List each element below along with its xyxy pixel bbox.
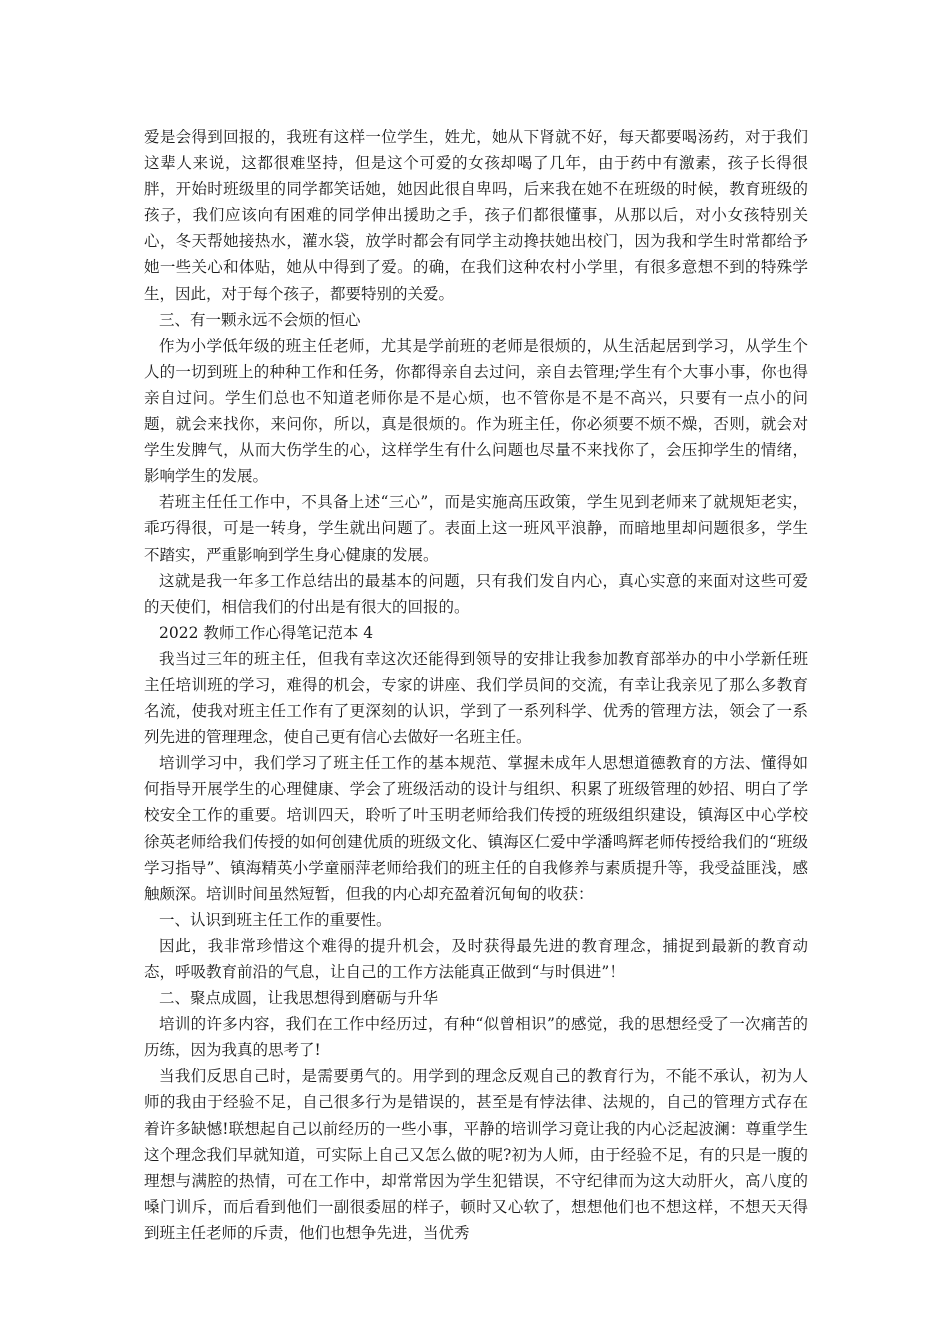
paragraph-6: 培训学习中，我们学习了班主任工作的基本规范、掌握未成年人思想道德教育的方法、懂得如何指导开展学生的心理健康、学会了班级活动的设计与组织、积累了班级管理的妙招、明白了学校安全工作的重要。培训四天，聆听了叶玉明老师给我们传授的班级组织建设，镇海区中心学校徐英老师给我们传授的如何创建优质的班级文化、镇海区仁爱中学潘鸣辉老师传授给我们的“班级学习指导”、镇海精英小学童丽萍老师给我们的班主任的自我修养与素质提升等，我受益匪浅，感触颇深。培训时间虽然短暂，但我的内心却充盈着沉甸甸的收获： [144, 754, 808, 903]
paragraph-3: 若班主任任工作中，不具备上述“三心”，而是实施高压政策，学生见到老师来了就规矩老实，乖巧得很，可是一转身，学生就出问题了。表面上这一班风平浪静，而暗地里却问题很多，学生不踏实，严重影响到学生身心健康的发展。 [144, 493, 808, 564]
section-heading-3: 三、有一颗永远不会烦的恒心 [159, 310, 361, 329]
paragraph-1: 爱是会得到回报的，我班有这样一位学生，姓尤，她从下肾就不好，每天都要喝汤药，对于我们这辈人来说，这都很难坚持，但是这个可爱的女孩却喝了几年，由于药中有激素，孩子长得很胖，开始时班级里的同学都笑话她，她因此很自卑吗，后来我在她不在班级的时候，教育班级的孩子，我们应该向有困难的同学伸出援助之手，孩子们都很懂事，从那以后，对小女孩特别关心，冬天帮她接热水，灌水袋，放学时都会有同学主动搀扶她出校门，因为我和学生时常都给予她一些关心和体贴，她从中得到了爱。的确，在我们这种农村小学里，有很多意想不到的特殊学生，因此，对于每个孩子，都要特别的关爱。 [144, 128, 808, 303]
section-heading-2: 二、聚点成圆，让我思想得到磨砺与升华 [159, 989, 439, 1008]
paragraph-5: 我当过三年的班主任，但我有幸这次还能得到领导的安排让我参加教育部举办的中小学新任班主任培训班的学习，难得的机会，专家的讲座、我们学员间的交流，有幸让我亲见了那么多教育名流，使我对班主任工作有了更深刻的认识，学到了一系列科学、优秀的管理方法，领会了一系列先进的管理理念，使自己更有信心去做好一名班主任。 [144, 649, 808, 747]
section-heading-1: 一、认识到班主任工作的重要性。 [159, 910, 392, 929]
paragraph-4: 这就是我一年多工作总结出的最基本的问题，只有我们发自内心，真心实意的来面对这些可爱的天使们，相信我们的付出是有很大的回报的。 [144, 571, 808, 616]
document-body [144, 124, 808, 1246]
paragraph-7: 因此，我非常珍惜这个难得的提升机会，及时获得最先进的教育理念，捕捉到最新的教育动态，呼吸教育前沿的气息，让自己的工作方法能真正做到“与时俱进”！ [144, 936, 808, 981]
paragraph-8: 培训的许多内容，我们在工作中经历过，有种“似曾相识”的感觉，我的思想经受了一次痛苦的历练，因为我真的思考了! [144, 1015, 808, 1060]
paragraph-9: 当我们反思自己时，是需要勇气的。用学到的理念反观自己的教育行为，不能不承认，初为人师的我由于经验不足，自己很多行为是错误的，甚至是有悖法律、法规的，自己的管理方式存在着许多缺憾!联想起自己以前经历的一些小事，平静的培训学习竟让我的内心泛起波澜：尊重学生这个理念我们早就知道，可实际上自己又怎么做的呢?初为人师，由于经验不足，有的只是一腹的理想与满腔的热情，可在工作中，却常常因为学生犯错误，不守纪律而为这大动肝火，高八度的嗓门训斥，而后看到他们一副很委屈的样子，顿时又心软了，想想他们也不想这样，不想天天得到班主任老师的斥责，他们也想争先进，当优秀 [144, 1067, 808, 1242]
article-title: 2022 教师工作心得笔记范本 4 [159, 623, 374, 642]
paragraph-2: 作为小学低年级的班主任老师，尤其是学前班的老师是很烦的，从生活起居到学习，从学生个人的一切到班上的种种工作和任务，你都得亲自去过问，亲自去管理;学生有个大事小事，你也得亲自过问。学生们总也不知道老师你是不是心烦，也不管你是不是不高兴，只要有一点小的问题，就会来找你，来问你，所以，真是很烦的。作为班主任，你必须要不烦不燥，否则，就会对学生发脾气，从而大伤学生的心，这样学生有什么问题也尽量不来找你了，会压抑学生的情绪，影响学生的发展。 [144, 336, 808, 486]
